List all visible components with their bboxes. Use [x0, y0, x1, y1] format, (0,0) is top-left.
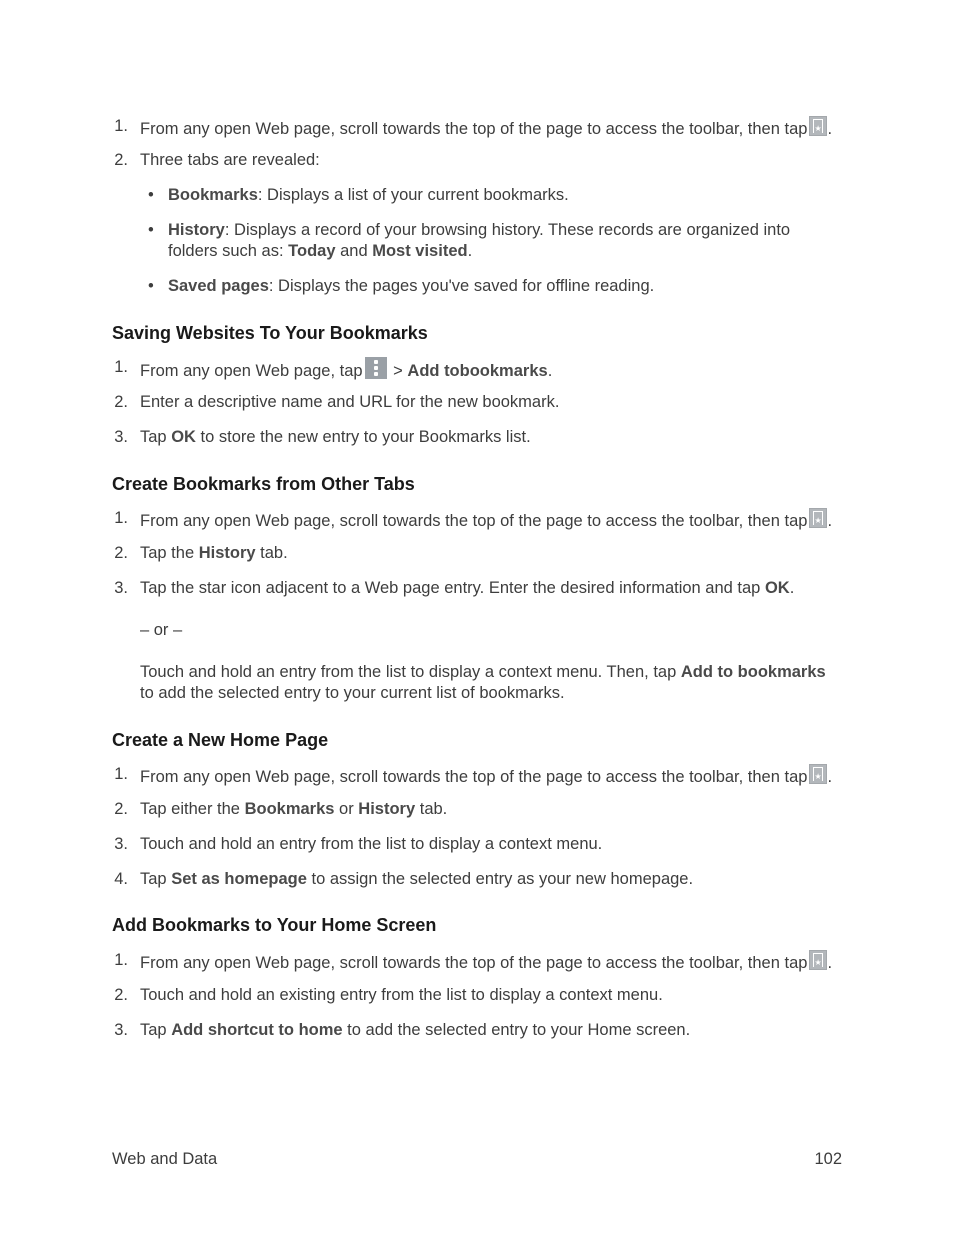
bullet-dot: •	[148, 277, 154, 295]
heading-saving-websites: Saving Websites To Your Bookmarks	[112, 323, 428, 343]
bookmark-icon	[809, 950, 827, 970]
heading-home-screen: Add Bookmarks to Your Home Screen	[112, 915, 437, 935]
footer-page-number: 102	[814, 1150, 842, 1168]
footer-section-title: Web and Data	[112, 1150, 218, 1168]
bullet-dot: •	[148, 186, 154, 204]
bullet-dot: •	[148, 221, 154, 239]
heading-new-home-page: Create a New Home Page	[112, 730, 329, 750]
bookmark-icon	[809, 508, 827, 528]
heading-other-tabs: Create Bookmarks from Other Tabs	[112, 474, 415, 494]
bookmark-icon	[809, 764, 827, 784]
bookmark-icon	[809, 116, 827, 136]
menu-icon	[365, 357, 387, 379]
document-page: 1. From any open Web page, scroll towards the top of the page to access the toolbar, then tap★ . 2. Three tabs are revealed: • Bookmarks: Displays a list of your current bookmarks. • History: Displays a record of your browsing history. These records are organized into folders such as: Today and Most visited. • Saved pages: Displays the pages you've saved for offline reading. Saving Websites To Your Bookmarks 1. From any open Web page, tap > Add tobookmarks. 2. Enter a descriptive name and URL for the new bookmark. 3. Tap OK to store the new entry to your Bookmarks list. Create Bookmarks from Other Tabs 1. From any open Web page, scroll towards the top of the page to access the toolbar, then tap★ . 2. Tap the History tab. 3. Tap the star icon adjacent to a Web page entry. Enter the desired information and tap OK. – or – Touch and hold an entry from the list to display a context menu. Then, tap Add to bookmarks to add the selected entry to your current list of bookmarks. Create a New Home Page 1. From any open Web page, scroll towards the top of the page to access the toolbar, then tap★ . 2. Tap either the Bookmarks or History tab. 3. Touch and hold an entry from the list to display a context menu. 4. Tap Set as homepage to assign the selected entry as your new homepage. Add Bookmarks to Your Home Screen 1. From any open Web page, scroll towards the top of the page to access the toolbar, then tap★ . 2. Touch and hold an existing entry from the list to display a context menu. 3. Tap Add shortcut to home to add the selected entry to your Home screen. Web and Data 102	[0, 0, 954, 1235]
